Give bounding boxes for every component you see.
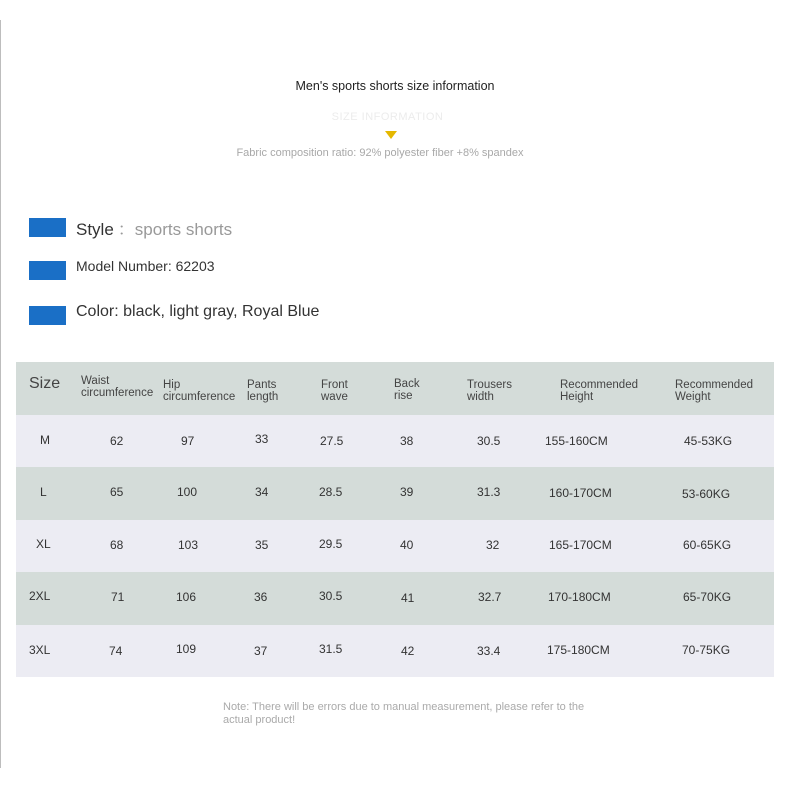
cell-hip: 100 bbox=[177, 485, 198, 499]
cell-back-rise: 41 bbox=[401, 591, 415, 605]
cell-hip: 106 bbox=[176, 590, 197, 604]
cell-height: 165-170CM bbox=[549, 537, 612, 552]
style-value: ：sports shorts bbox=[117, 220, 233, 239]
cell-size: 3XL bbox=[29, 642, 51, 657]
header-size: Size bbox=[29, 375, 61, 392]
cell-weight: 70-75KG bbox=[682, 642, 731, 657]
cell-pants-length: 33 bbox=[255, 431, 269, 446]
cell-size: XL bbox=[36, 536, 51, 551]
style-info bbox=[76, 215, 232, 240]
table-row bbox=[16, 520, 774, 573]
cell-waist: 71 bbox=[111, 590, 125, 604]
cell-weight: 60-65KG bbox=[683, 537, 732, 552]
cell-height: 155-160CM bbox=[545, 433, 608, 448]
cell-height: 175-180CM bbox=[547, 642, 610, 657]
model-number: Model Number: 62203 bbox=[76, 258, 215, 274]
down-arrow-icon bbox=[385, 131, 397, 139]
page-subtitle: SIZE INFORMATION bbox=[331, 111, 444, 123]
cell-waist: 74 bbox=[109, 643, 123, 658]
header-trousers-width: Trousers width bbox=[467, 379, 512, 403]
size-table bbox=[16, 362, 774, 677]
style-bar-icon bbox=[29, 218, 66, 237]
cell-front-wave: 31.5 bbox=[319, 641, 343, 656]
cell-trousers-width: 33.4 bbox=[477, 643, 501, 658]
header-pants-length: Pants length bbox=[247, 379, 279, 403]
left-border-line bbox=[0, 20, 1, 768]
header-hip: Hip circumference bbox=[163, 379, 236, 403]
cell-size: L bbox=[40, 485, 47, 499]
cell-waist: 62 bbox=[110, 433, 124, 448]
color-bar-icon bbox=[29, 306, 66, 325]
cell-front-wave: 30.5 bbox=[319, 589, 343, 603]
cell-front-wave: 28.5 bbox=[319, 485, 343, 499]
header-recommended-height: Recommended Height bbox=[560, 379, 638, 403]
cell-hip: 103 bbox=[178, 537, 199, 552]
table-row bbox=[16, 467, 774, 520]
cell-trousers-width: 32 bbox=[486, 537, 500, 552]
cell-weight: 65-70KG bbox=[683, 590, 732, 604]
cell-pants-length: 36 bbox=[254, 590, 268, 604]
header-front-wave: Front wave bbox=[321, 379, 348, 403]
table-row bbox=[16, 415, 774, 468]
cell-trousers-width: 31.3 bbox=[477, 485, 501, 499]
cell-waist: 65 bbox=[110, 485, 124, 499]
cell-height: 170-180CM bbox=[548, 590, 611, 604]
cell-pants-length: 37 bbox=[254, 643, 268, 658]
cell-back-rise: 40 bbox=[400, 537, 414, 552]
cell-back-rise: 38 bbox=[400, 433, 414, 448]
header-back-rise: Back rise bbox=[394, 378, 420, 402]
table-row bbox=[16, 572, 774, 625]
measurement-note: Note: There will be errors due to manual measurement, please refer to the actual product! bbox=[223, 701, 585, 726]
table-header-row bbox=[16, 362, 774, 415]
cell-back-rise: 39 bbox=[400, 485, 414, 499]
page-title: Men's sports shorts size information bbox=[295, 79, 495, 93]
cell-front-wave: 29.5 bbox=[319, 536, 343, 551]
cell-pants-length: 35 bbox=[255, 537, 269, 552]
cell-trousers-width: 30.5 bbox=[477, 433, 501, 448]
fabric-composition: Fabric composition ratio: 92% polyester fiber +8% spandex bbox=[236, 147, 524, 159]
table-row bbox=[16, 625, 774, 678]
cell-back-rise: 42 bbox=[401, 643, 415, 658]
cell-pants-length: 34 bbox=[255, 485, 269, 499]
cell-waist: 68 bbox=[110, 537, 124, 552]
style-label: Style bbox=[76, 220, 114, 239]
cell-front-wave: 27.5 bbox=[320, 433, 344, 448]
cell-size: M bbox=[40, 432, 50, 447]
cell-hip: 109 bbox=[176, 641, 197, 656]
header-recommended-weight: Recommended Weight bbox=[675, 379, 753, 403]
cell-weight: 53-60KG bbox=[682, 487, 731, 501]
cell-weight: 45-53KG bbox=[684, 433, 733, 448]
cell-hip: 97 bbox=[181, 433, 195, 448]
cell-trousers-width: 32.7 bbox=[478, 590, 502, 604]
header-waist: Waist circumference bbox=[81, 375, 154, 399]
model-bar-icon bbox=[29, 261, 66, 280]
cell-size: 2XL bbox=[29, 589, 51, 603]
color-info: Color: black, light gray, Royal Blue bbox=[76, 303, 320, 320]
cell-height: 160-170CM bbox=[549, 486, 612, 500]
